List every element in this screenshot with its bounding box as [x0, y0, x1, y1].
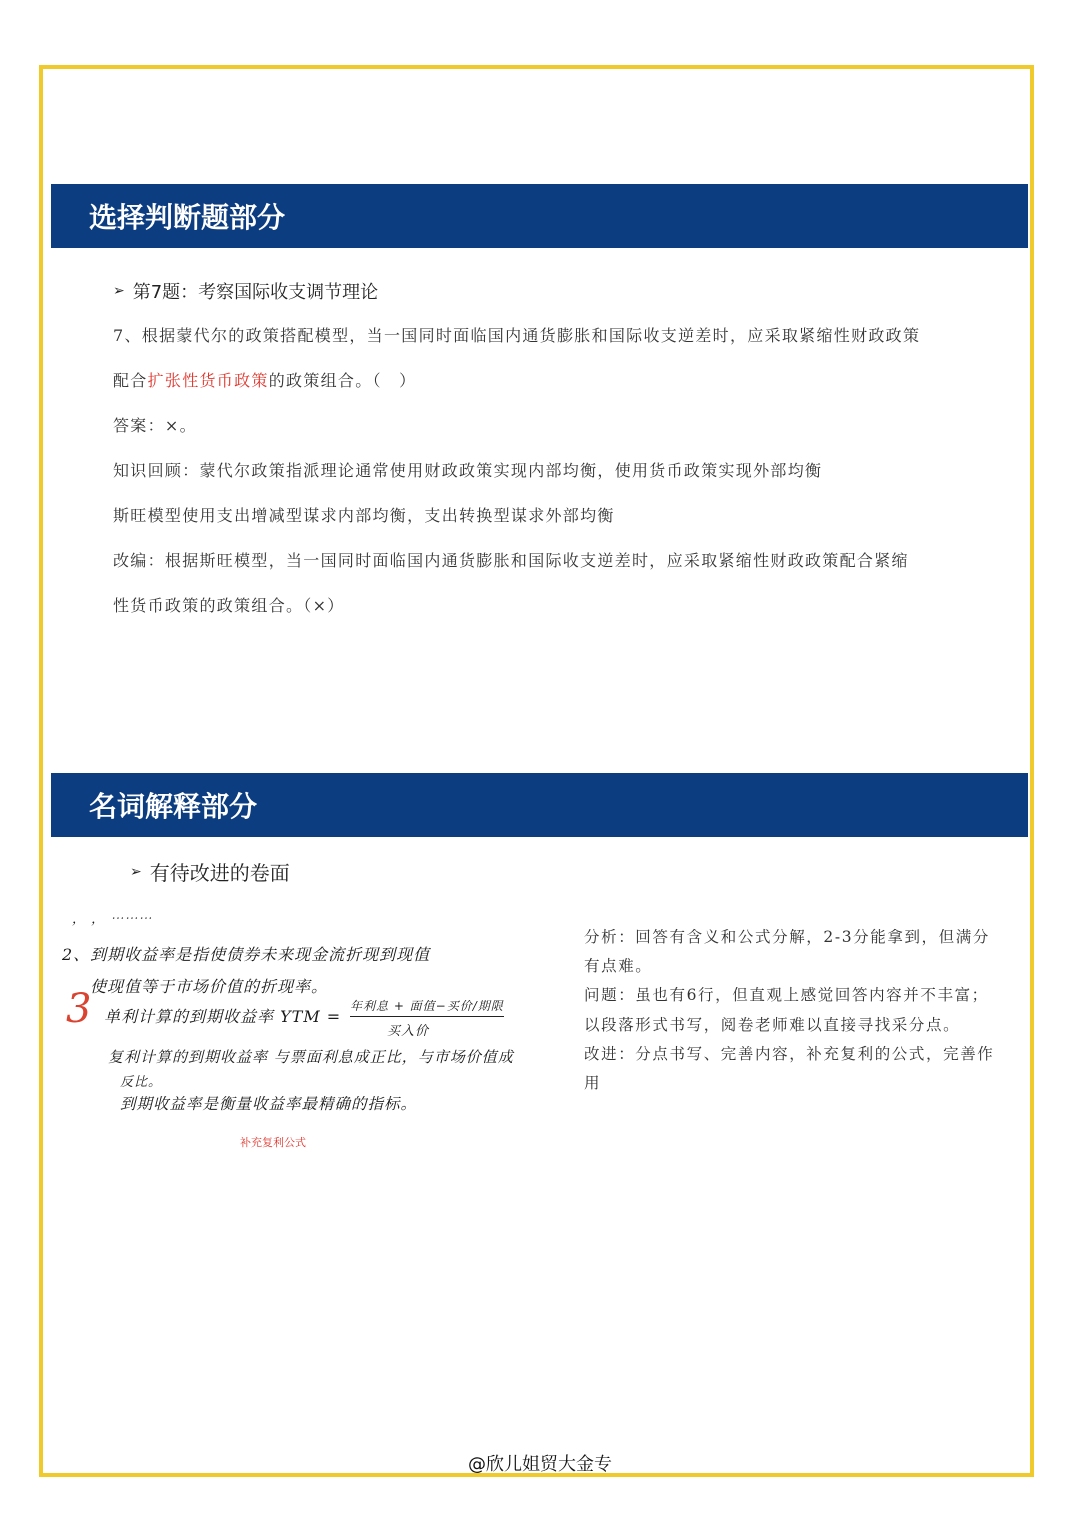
analysis-text: 分析：回答有含义和公式分解，2-3分能拿到，但满分有点难。: [584, 928, 990, 976]
improve-text: 改进：分点书写、完善内容，补充复利的公式，完善作用: [584, 1044, 995, 1093]
rewrite-line-2: 性货币政策的政策组合。（×）: [113, 596, 345, 615]
rewrite-line-1: 改编：根据斯旺模型，当一国同时面临国内通货膨胀和国际收支逆差时，应采取紧缩性财政政策配合紧缩: [113, 551, 909, 570]
subheading-text: 有待改进的卷面: [149, 861, 290, 885]
question-text-end: 的政策组合。（ ）: [268, 371, 417, 390]
section-banner-terms: [51, 773, 1028, 837]
review-line-2: 斯旺模型使用支出增减型谋求内部均衡，支出转换型谋求外部均衡: [113, 506, 615, 525]
arrow-bullet-icon: ➢: [130, 863, 142, 880]
section-title: 名词解释部分: [89, 790, 258, 823]
question-line-2: [113, 368, 993, 391]
answer: 答案：×。: [113, 416, 197, 435]
hand-line-2: 使现值等于市场价值的折现率。: [90, 977, 329, 996]
highlighted-text: 扩张性货币政策: [147, 371, 269, 390]
section-title: 选择判断题部分: [89, 201, 286, 234]
hand-line-1: 2、到期收益率是指使债券未来现金流折现到现值: [62, 945, 431, 964]
terms-subheading: [130, 857, 290, 886]
analysis-block: [584, 923, 1004, 1098]
formula-numerator: 年利息 + 面值−买价/期限: [350, 997, 504, 1017]
question-text: 配合: [113, 371, 148, 390]
hand-fragment: ， ， ⋯⋯⋯: [72, 912, 153, 927]
hand-line-5: 反比。: [120, 1075, 163, 1090]
arrow-bullet-icon: ➢: [113, 283, 125, 299]
subheading-text: 第7题：考察国际收支调节理论: [132, 282, 379, 303]
section-banner-choice: [51, 184, 1028, 248]
problem-text: 问题：虽也有6行，但直观上感觉回答内容并不丰富；以段落形式书写，阅卷老师难以直接寻找采分点。: [584, 986, 989, 1034]
formula-denominator: 买入价: [387, 1024, 430, 1039]
annotation-note: 补充复利公式: [240, 1136, 306, 1149]
hand-line-3: 单利计算的到期收益率 YTM =: [104, 1007, 342, 1026]
review-line-1: 知识回顾：蒙代尔政策指派理论通常使用财政政策实现内部均衡，使用货币政策实现外部均衡: [113, 461, 823, 480]
hand-line-6: 到期收益率是衡量收益率最精确的指标。: [120, 1095, 418, 1113]
page-border: [39, 65, 1034, 1477]
hand-line-4: 复利计算的到期收益率 与票面利息成正比，与市场价值成: [108, 1048, 514, 1066]
question-subheading: [113, 278, 378, 304]
question-line-1: 7、根据蒙代尔的政策搭配模型，当一国同时面临国内通货膨胀和国际收支逆差时，应采取紧缩性财政政策: [113, 326, 921, 345]
handwritten-answer-image: [62, 914, 542, 1129]
score-mark: 3: [66, 986, 92, 1032]
watermark-author: @欣儿姐贸大金专: [468, 1454, 612, 1475]
